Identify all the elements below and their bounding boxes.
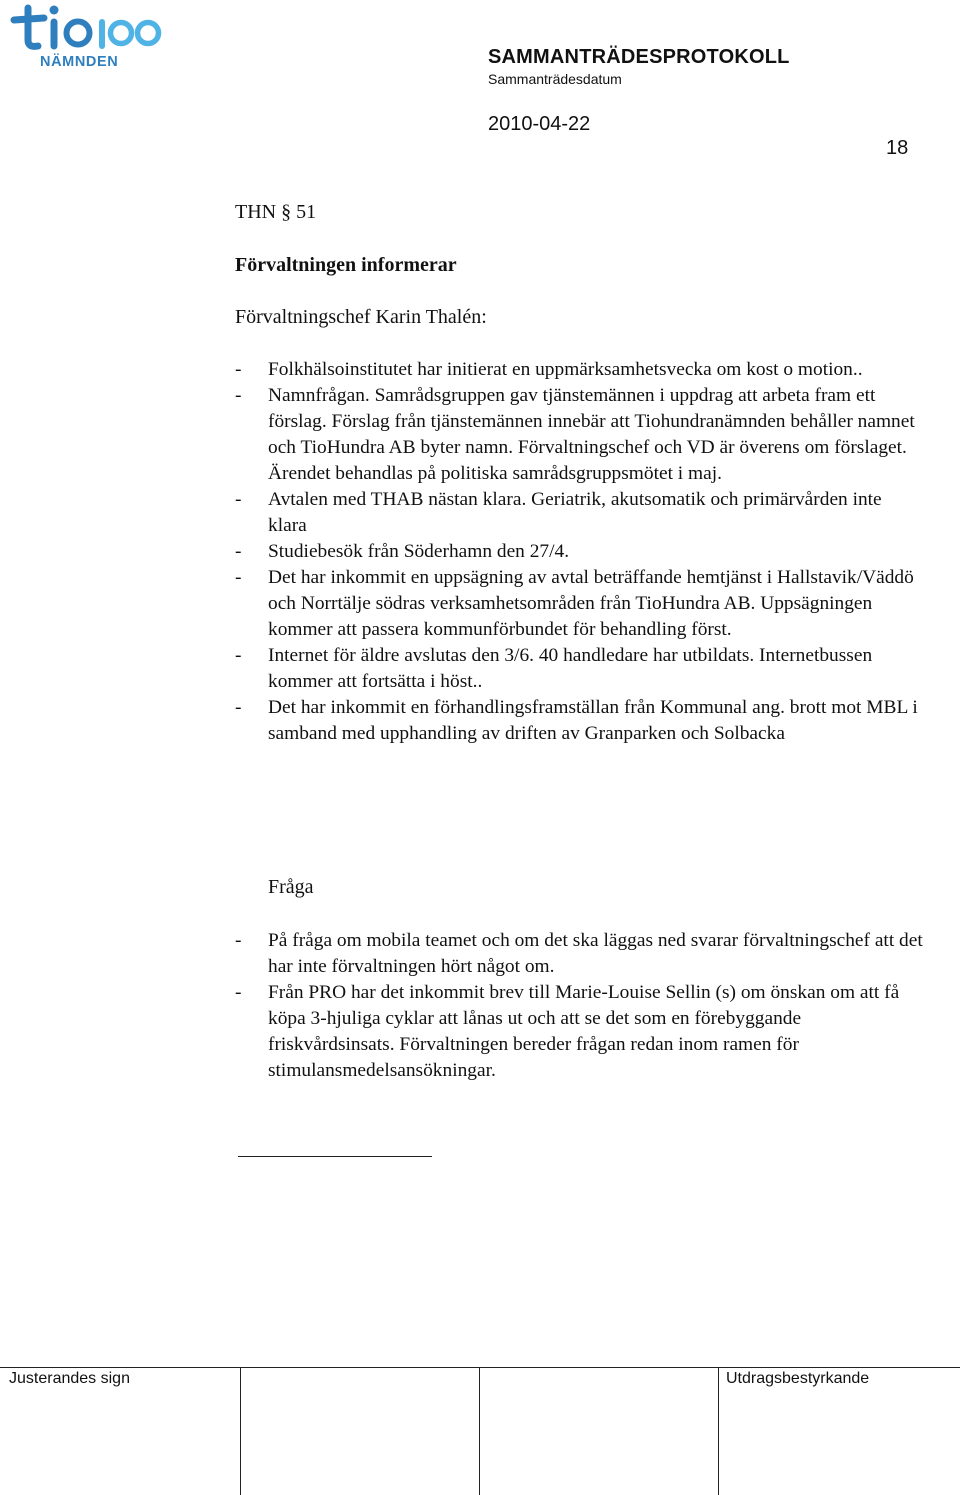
section-heading: Förvaltningen informerar [235,254,457,276]
question-label: Fråga [268,876,314,898]
meeting-date: 2010-04-22 [488,113,591,135]
signature-footer [0,1367,960,1495]
list-item-text: På fråga om mobila teamet och om det ska läggas ned svarar förvaltningschef att det har inte förvaltningen hört något om. [268,930,923,977]
list-item [235,539,925,565]
list-item-text: Folkhälsoinstitutet har initierat en uppmärksamhetsvecka om kost o motion.. [268,359,863,380]
list-item-text: Avtalen med THAB nästan klara. Geriatrik, akutsomatik och primärvården inte klara [268,489,882,536]
justerandes-sign-label: Justerandes sign [9,1370,130,1387]
question-list [235,928,925,1084]
list-dash: - [235,489,242,510]
list-item [235,643,925,695]
list-item [235,565,925,643]
footer-divider [0,1367,960,1368]
speaker-label: Förvaltningschef Karin Thalén: [235,306,487,328]
list-item [235,980,925,1084]
list-dash: - [235,541,242,562]
section-number: THN § 51 [235,201,317,223]
tio100-logo [6,2,166,72]
list-item [235,928,925,980]
utdragsbestyrkande-label: Utdragsbestyrkande [726,1370,870,1387]
list-item-text: Namnfrågan. Samrådsgruppen gav tjänstemännen i uppdrag att arbeta fram ett förslag. Förslag från tjänstemännen innebär att Tiohundranämnden behåller namnet och TioHundra AB byter namn. Förvaltningschef och VD är överens om förslaget. Ärendet behandlas på politiska samrådsgruppsmötet i maj. [268,385,915,484]
list-item [235,487,925,539]
list-dash: - [235,930,242,951]
list-item [235,383,925,487]
list-dash: - [235,697,242,718]
list-item-text: Internet för äldre avslutas den 3/6. 40 handledare har utbildats. Internetbussen kommer att fortsätta i höst.. [268,645,873,692]
list-dash: - [235,359,242,380]
page-number: 18 [886,137,909,159]
signature-box-divider [240,1368,241,1495]
logo-subtitle: NÄMNDEN [40,54,119,70]
signature-box-divider [479,1368,480,1495]
date-label: Sammanträdesdatum [488,71,622,87]
protocol-title: SAMMANTRÄDESPROTOKOLL [488,46,790,68]
list-item [235,695,925,747]
list-item-text: Det har inkommit en uppsägning av avtal beträffande hemtjänst i Hallstavik/Väddö och Norrtälje södras verksamhetsområden från TioHundra AB. Uppsägningen kommer att passera kommunförbundet för behandling först. [268,567,914,640]
signature-box-divider [718,1368,719,1495]
list-item-text: Det har inkommit en förhandlingsframställan från Kommunal ang. brott mot MBL i samband med upphandling av driften av Granparken och Solbacka [268,697,918,744]
list-item-text: Studiebesök från Söderhamn den 27/4. [268,541,570,562]
list-dash: - [235,385,242,406]
information-list [235,357,925,747]
list-dash: - [235,567,242,588]
list-dash: - [235,982,242,1003]
signature-line [238,1156,432,1157]
list-item [235,357,925,383]
list-item-text: Från PRO har det inkommit brev till Marie-Louise Sellin (s) om önskan om att få köpa 3-hjuliga cyklar att lånas ut och att se det som en förebyggande friskvårdsinsats. Förvaltningen bereder frågan redan inom ramen för stimulansmedelsansökningar. [268,982,900,1081]
list-dash: - [235,645,242,666]
